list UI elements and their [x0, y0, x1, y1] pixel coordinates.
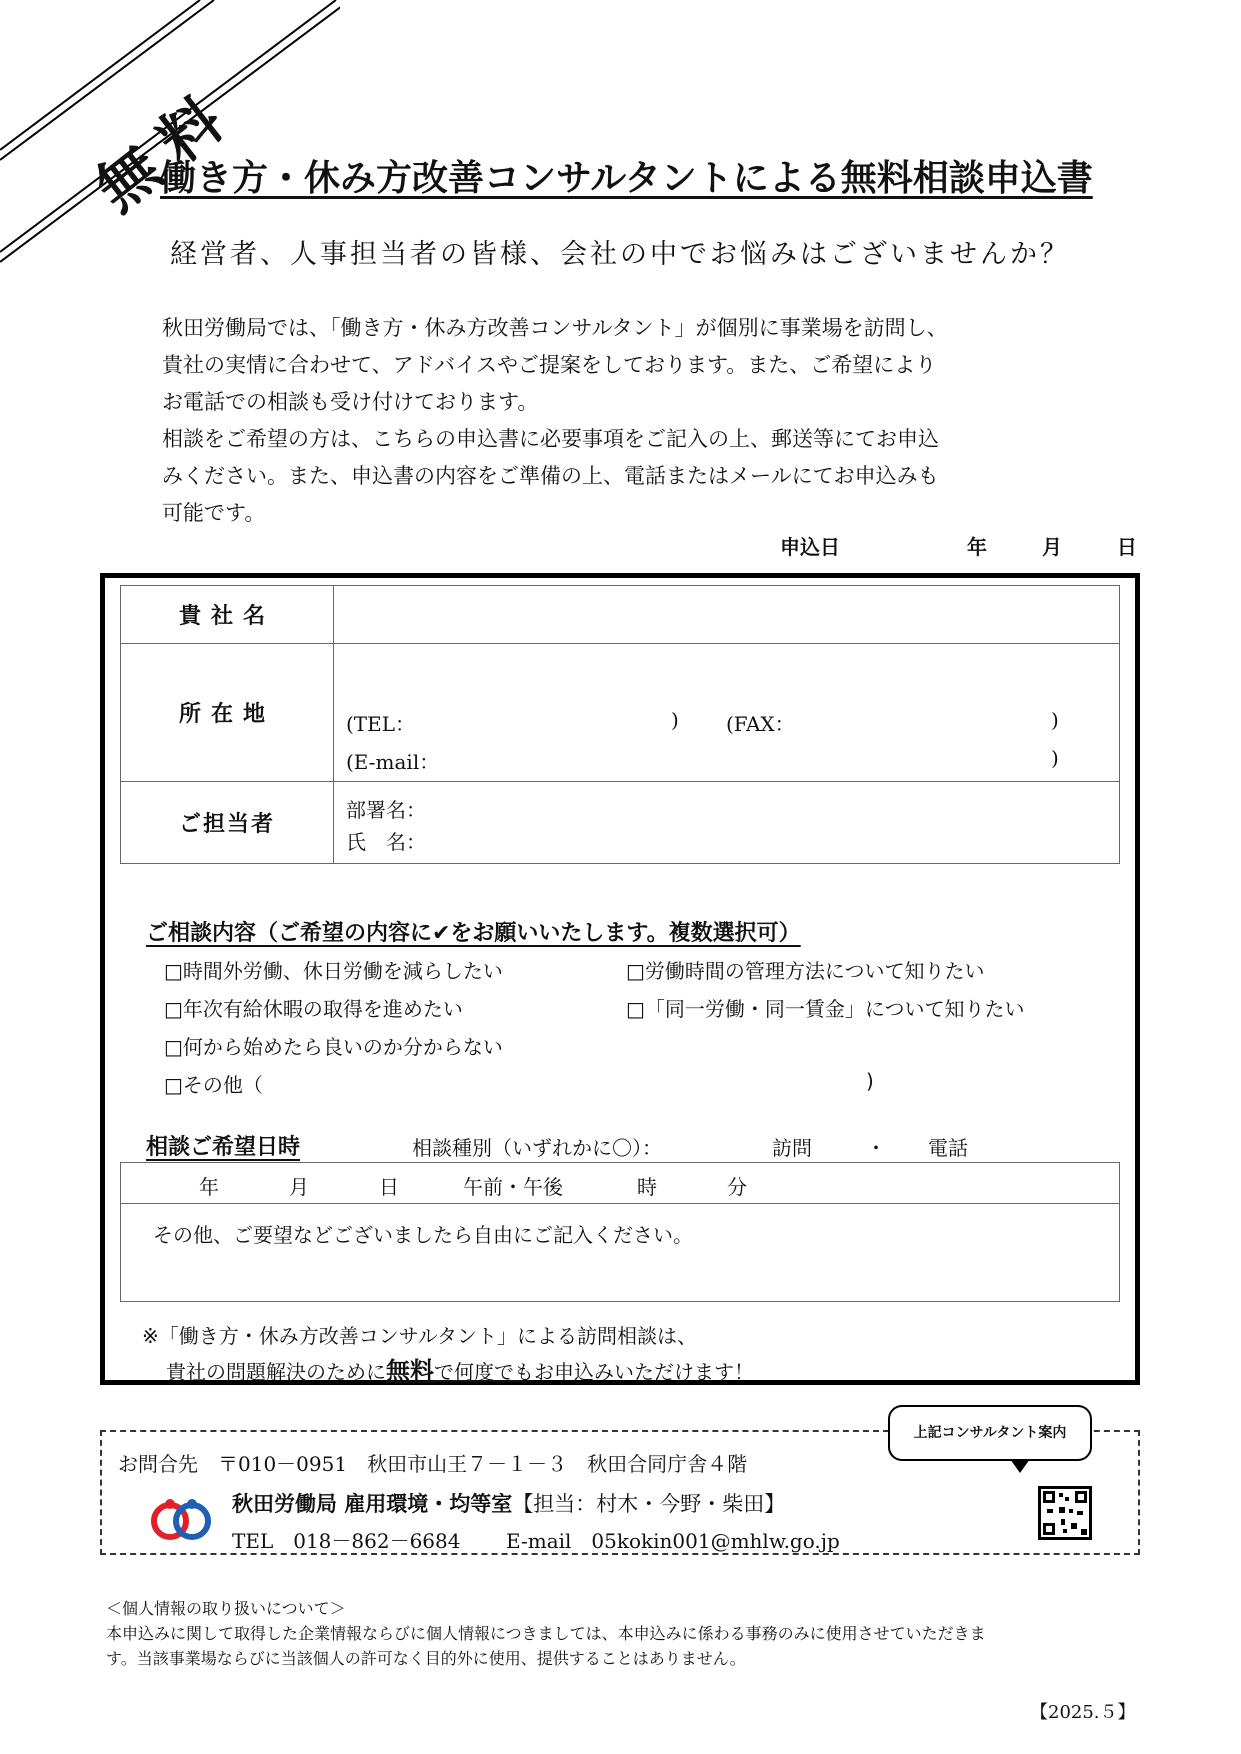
consult-type-phone[interactable]: 電話: [928, 1136, 968, 1160]
address-label: 所在地: [121, 644, 334, 782]
consult-type-visit[interactable]: 訪問: [772, 1136, 812, 1160]
version-label: 【2025.５】: [1030, 1702, 1136, 1723]
privacy-body-1: 本申込みに関して取得した企業情報ならびに個人情報につきましては、本申込みに係わる事務のみに使用させていただきま: [106, 1624, 986, 1643]
contact-person-field[interactable]: [334, 782, 1120, 864]
contact-person-label: ご担当者: [121, 782, 334, 864]
contact-office: [232, 1488, 785, 1518]
office-staff: 【担当：村木・今野・柴田】: [512, 1492, 786, 1516]
company-label: 貴社名: [121, 586, 334, 644]
option-other-close: ): [866, 1069, 874, 1093]
intro-line: 秋田労働局では、「働き方・休み方改善コンサルタント」が個別に事業場を訪問し、: [162, 316, 948, 340]
consult-type-separator: ・: [866, 1136, 886, 1160]
note-line-2: [166, 1351, 754, 1386]
company-field[interactable]: [334, 586, 1120, 644]
application-date: [780, 531, 1137, 560]
consult-type-label: 相談種別（いずれかに〇）：: [412, 1136, 662, 1160]
intro-line: 貴社の実情に合わせて、アドバイスやご提案をしております。また、ご希望により: [162, 353, 937, 377]
note-post: お申込みいただけます！: [534, 1360, 754, 1384]
option-overtime[interactable]: □時間外労働、休日労働を減らしたい: [164, 959, 503, 983]
date-label: 申込日: [780, 535, 840, 559]
intro-line: 相談をご希望の方は、こちらの申込書に必要事項をご記入の上、郵送等にてお申込: [162, 427, 939, 451]
contact-tel: TEL 018－862－6684: [232, 1529, 461, 1553]
note-free: 無料: [386, 1357, 434, 1385]
page-title: 働き方・休み方改善コンサルタントによる無料相談申込書: [160, 158, 1093, 199]
office-name: 秋田労働局 雇用環境・均等室: [232, 1492, 513, 1516]
schedule-minute[interactable]: 分: [727, 1175, 747, 1199]
fax-label: (FAX：: [726, 712, 795, 736]
privacy-notice: [106, 1596, 1136, 1671]
option-other[interactable]: □その他（: [164, 1073, 263, 1097]
schedule-year[interactable]: 年: [199, 1175, 219, 1199]
email-close: ): [1051, 746, 1059, 770]
intro-text: [162, 310, 1092, 532]
schedule-divider: [121, 1203, 1119, 1204]
intro-line: お電話での相談も受け付けております。: [162, 390, 539, 414]
schedule-section-title: 相談ご希望日時: [146, 1135, 301, 1160]
schedule-day[interactable]: 日: [379, 1175, 399, 1199]
date-day[interactable]: 日: [1116, 535, 1137, 559]
email-label: (E-mail：: [346, 750, 440, 774]
date-month[interactable]: 月: [1041, 535, 1062, 559]
option-paid-leave[interactable]: □年次有給休暇の取得を進めたい: [164, 997, 463, 1021]
option-time-management[interactable]: □労働時間の管理方法について知りたい: [626, 959, 985, 983]
dept-label: 部署名：: [346, 798, 426, 822]
privacy-body-2: す。当該事業場ならびに当該個人の許可なく目的外に使用、提供することはありません。: [106, 1649, 746, 1668]
note-pre: 貴社の問題解決のために: [166, 1360, 386, 1384]
privacy-title: ＜個人情報の取り扱いについて＞: [106, 1599, 346, 1618]
schedule-hour[interactable]: 時: [637, 1175, 657, 1199]
note-repeat: で何度でも: [434, 1360, 534, 1384]
name-label: 氏 名：: [346, 830, 426, 854]
option-equal-pay[interactable]: □「同一労働・同一賃金」について知りたい: [626, 997, 1025, 1021]
applicant-table: [120, 585, 1120, 864]
ribbon-label: 無料: [84, 74, 251, 226]
tel-label: (TEL：: [346, 712, 416, 736]
intro-line: 可能です。: [162, 501, 266, 525]
fax-close: ): [1051, 708, 1059, 732]
tel-close: ): [671, 708, 679, 732]
schedule-box: [120, 1162, 1120, 1302]
qr-code-icon[interactable]: [1038, 1486, 1092, 1540]
consult-section-title: ご相談内容（ご希望の内容に✔をお願いいたします。複数選択可）: [146, 921, 801, 946]
qr-pattern: [1041, 1489, 1089, 1537]
other-requests-label[interactable]: その他、ご要望などございましたら自由にご記入ください。: [153, 1223, 693, 1247]
note-line-1: ※「働き方・休み方改善コンサルタント」による訪問相談は、: [142, 1324, 697, 1348]
address-field[interactable]: [334, 644, 1120, 782]
schedule-month[interactable]: 月: [289, 1175, 309, 1199]
consultant-guide-callout: 上記コンサルタント案内: [888, 1405, 1092, 1461]
contact-address: お問合先 〒010－0951 秋田市山王７－１－３ 秋田合同庁舎４階: [118, 1452, 748, 1476]
intro-line: みください。また、申込書の内容をご準備の上、電話またはメールにてお申込みも: [162, 464, 939, 488]
option-where-to-start[interactable]: □何から始めたら良いのか分からない: [164, 1035, 503, 1059]
schedule-ampm[interactable]: 午前・午後: [463, 1175, 563, 1199]
date-year[interactable]: 年: [966, 535, 987, 559]
labour-bureau-logo-icon: [150, 1495, 214, 1551]
page-subtitle: 経営者、人事担当者の皆様、会社の中でお悩みはございませんか？: [170, 239, 1070, 270]
contact-email[interactable]: E-mail 05kokin001@mhlw.go.jp: [506, 1529, 840, 1553]
